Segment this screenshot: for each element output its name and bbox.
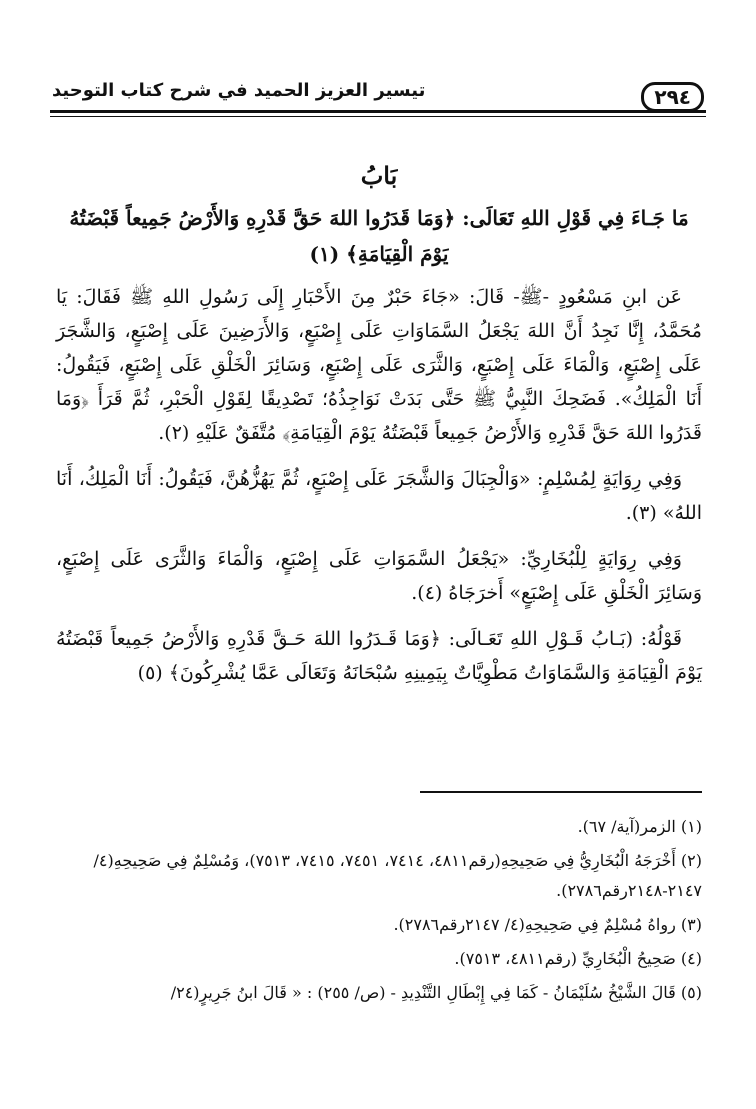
footnotes <box>56 812 702 1012</box>
paragraph-commentary: قَوْلُهُ: (بَـابُ قَـوْلِ اللهِ تَعَـالَى: ﴿وَمَا قَـدَرُوا اللهَ حَـقَّ قَدْرِهِ وَالأَرْضُ جَمِيعاً قَبْضَتُهُ يَوْمَ الْقِيَامَةِ وَالسَّمَاوَاتُ مَطْوِيَّاتٌ بِيَمِينِهِ سُبْحَانَهُ وَتَعَالَى عَمَّا يُشْرِكُونَ﴾ (٥) <box>56 628 702 684</box>
footnote-4: (٤) صَحِيحُ الْبُخَارِيِّ (رقم٤٨١١، ٧٥١٣). <box>454 949 702 968</box>
footnote-divider <box>420 791 702 793</box>
footnote-5: (٥) قَالَ الشَّيْخُ سُلَيْمَانُ - كَمَا فِي إِبْطَالِ التَّنْدِيدِ - (ص/ ٢٥٥) : « قَالَ ابنُ جَرِيرٍ(٢٤/ <box>170 983 702 1002</box>
footnote-3: (٣) رواهُ مُسْلِمٌ فِي صَحِيحِهِ(٤/ ٢١٤٧رقم٢٧٨٦). <box>393 915 702 934</box>
footnote-1: (١) الزمر(آية/ ٦٧). <box>577 817 702 836</box>
chapter-heading: بَابُ <box>360 161 398 190</box>
header-rule-thin <box>50 116 706 117</box>
main-text <box>56 158 702 702</box>
footnote-2: (٢) أَخْرَجَهُ الْبُخَارِيُّ فِي صَحِيحِهِ(رقم٤٨١١، ٧٤١٤، ٧٤٥١، ٧٤١٥، ٧٥١٣)، وَمُسْلِمٌ فِي صَحِيحِهِ(٤/ ٢١٤٧-٢١٤٨رقم٢٧٨٦). <box>93 851 702 900</box>
chapter-title: مَا جَـاءَ فِي قَوْلِ اللهِ تَعَالَى: ﴿وَمَا قَدَرُوا اللهَ حَقَّ قَدْرِهِ وَالأَرْضُ جَمِيعاً قَبْضَتُهُ يَوْمَ الْقِيَامَةِ﴾ (١) <box>69 206 689 266</box>
page-number: ٢٩٤ <box>641 82 704 112</box>
paragraph-hadith: عَن ابنِ مَسْعُودٍ -ﷺ- قَالَ: «جَاءَ حَبْرٌ مِنَ الأَحْبَارِ إِلَى رَسُولِ اللهِ ﷺ فَقَالَ: يَا مُحَمَّدُ، إِنَّا نَجِدُ أَنَّ اللهَ يَجْعَلُ السَّمَاوَاتِ عَلَى إِصْبَعٍ، وَالأَرَضِينَ عَلَى إِصْبَعٍ، وَالشَّجَرَ عَلَى إِصْبَعٍ، وَالْمَاءَ عَلَى إِصْبَعٍ، وَالثَّرَى عَلَى إِصْبَعٍ، وَسَائِرَ الْخَلْقِ عَلَى إِصْبَعٍ، فَيَقُولُ: أَنَا الْمَلِكُ». فَضَحِكَ النَّبِيُّ ﷺ حَتَّى بَدَتْ نَوَاجِذُهُ؛ تَصْدِيقًا لِقَوْلِ الْحَبْرِ، ثُمَّ قَرَأَ ﴿وَمَا قَدَرُوا اللهَ حَقَّ قَدْرِهِ وَالأَرْضُ جَمِيعاً قَبْضَتُهُ يَوْمَ الْقِيَامَةِ﴾ مُتَّفَقٌ عَلَيْهِ (٢). <box>56 286 702 444</box>
running-title: تيسير العزيز الحميد في شرح كتاب التوحيد <box>52 80 426 101</box>
paragraph-bukhari-narration: وَفِي رِوَايَةٍ لِلْبُخَارِيِّ: «يَجْعَلُ السَّمَوَاتِ عَلَى إِصْبَعٍ، وَالْمَاءَ وَالثَّرَى عَلَى إِصْبَعٍ، وَسَائِرَ الْخَلْقِ عَلَى إِصْبَعٍ» أَخرَجَاهُ (٤). <box>56 548 702 604</box>
paragraph-muslim-narration: وَفِي رِوَايَةٍ لِمُسْلِمٍ: «وَالْجِبَالَ وَالشَّجَرَ عَلَى إِصْبَعٍ، ثُمَّ يَهُزُّهُنَّ، فَيَقُولُ: أَنَا الْمَلِكُ، أَنَا اللهُ» (٣). <box>56 468 702 524</box>
page-header <box>50 78 706 114</box>
header-rule <box>50 110 706 113</box>
